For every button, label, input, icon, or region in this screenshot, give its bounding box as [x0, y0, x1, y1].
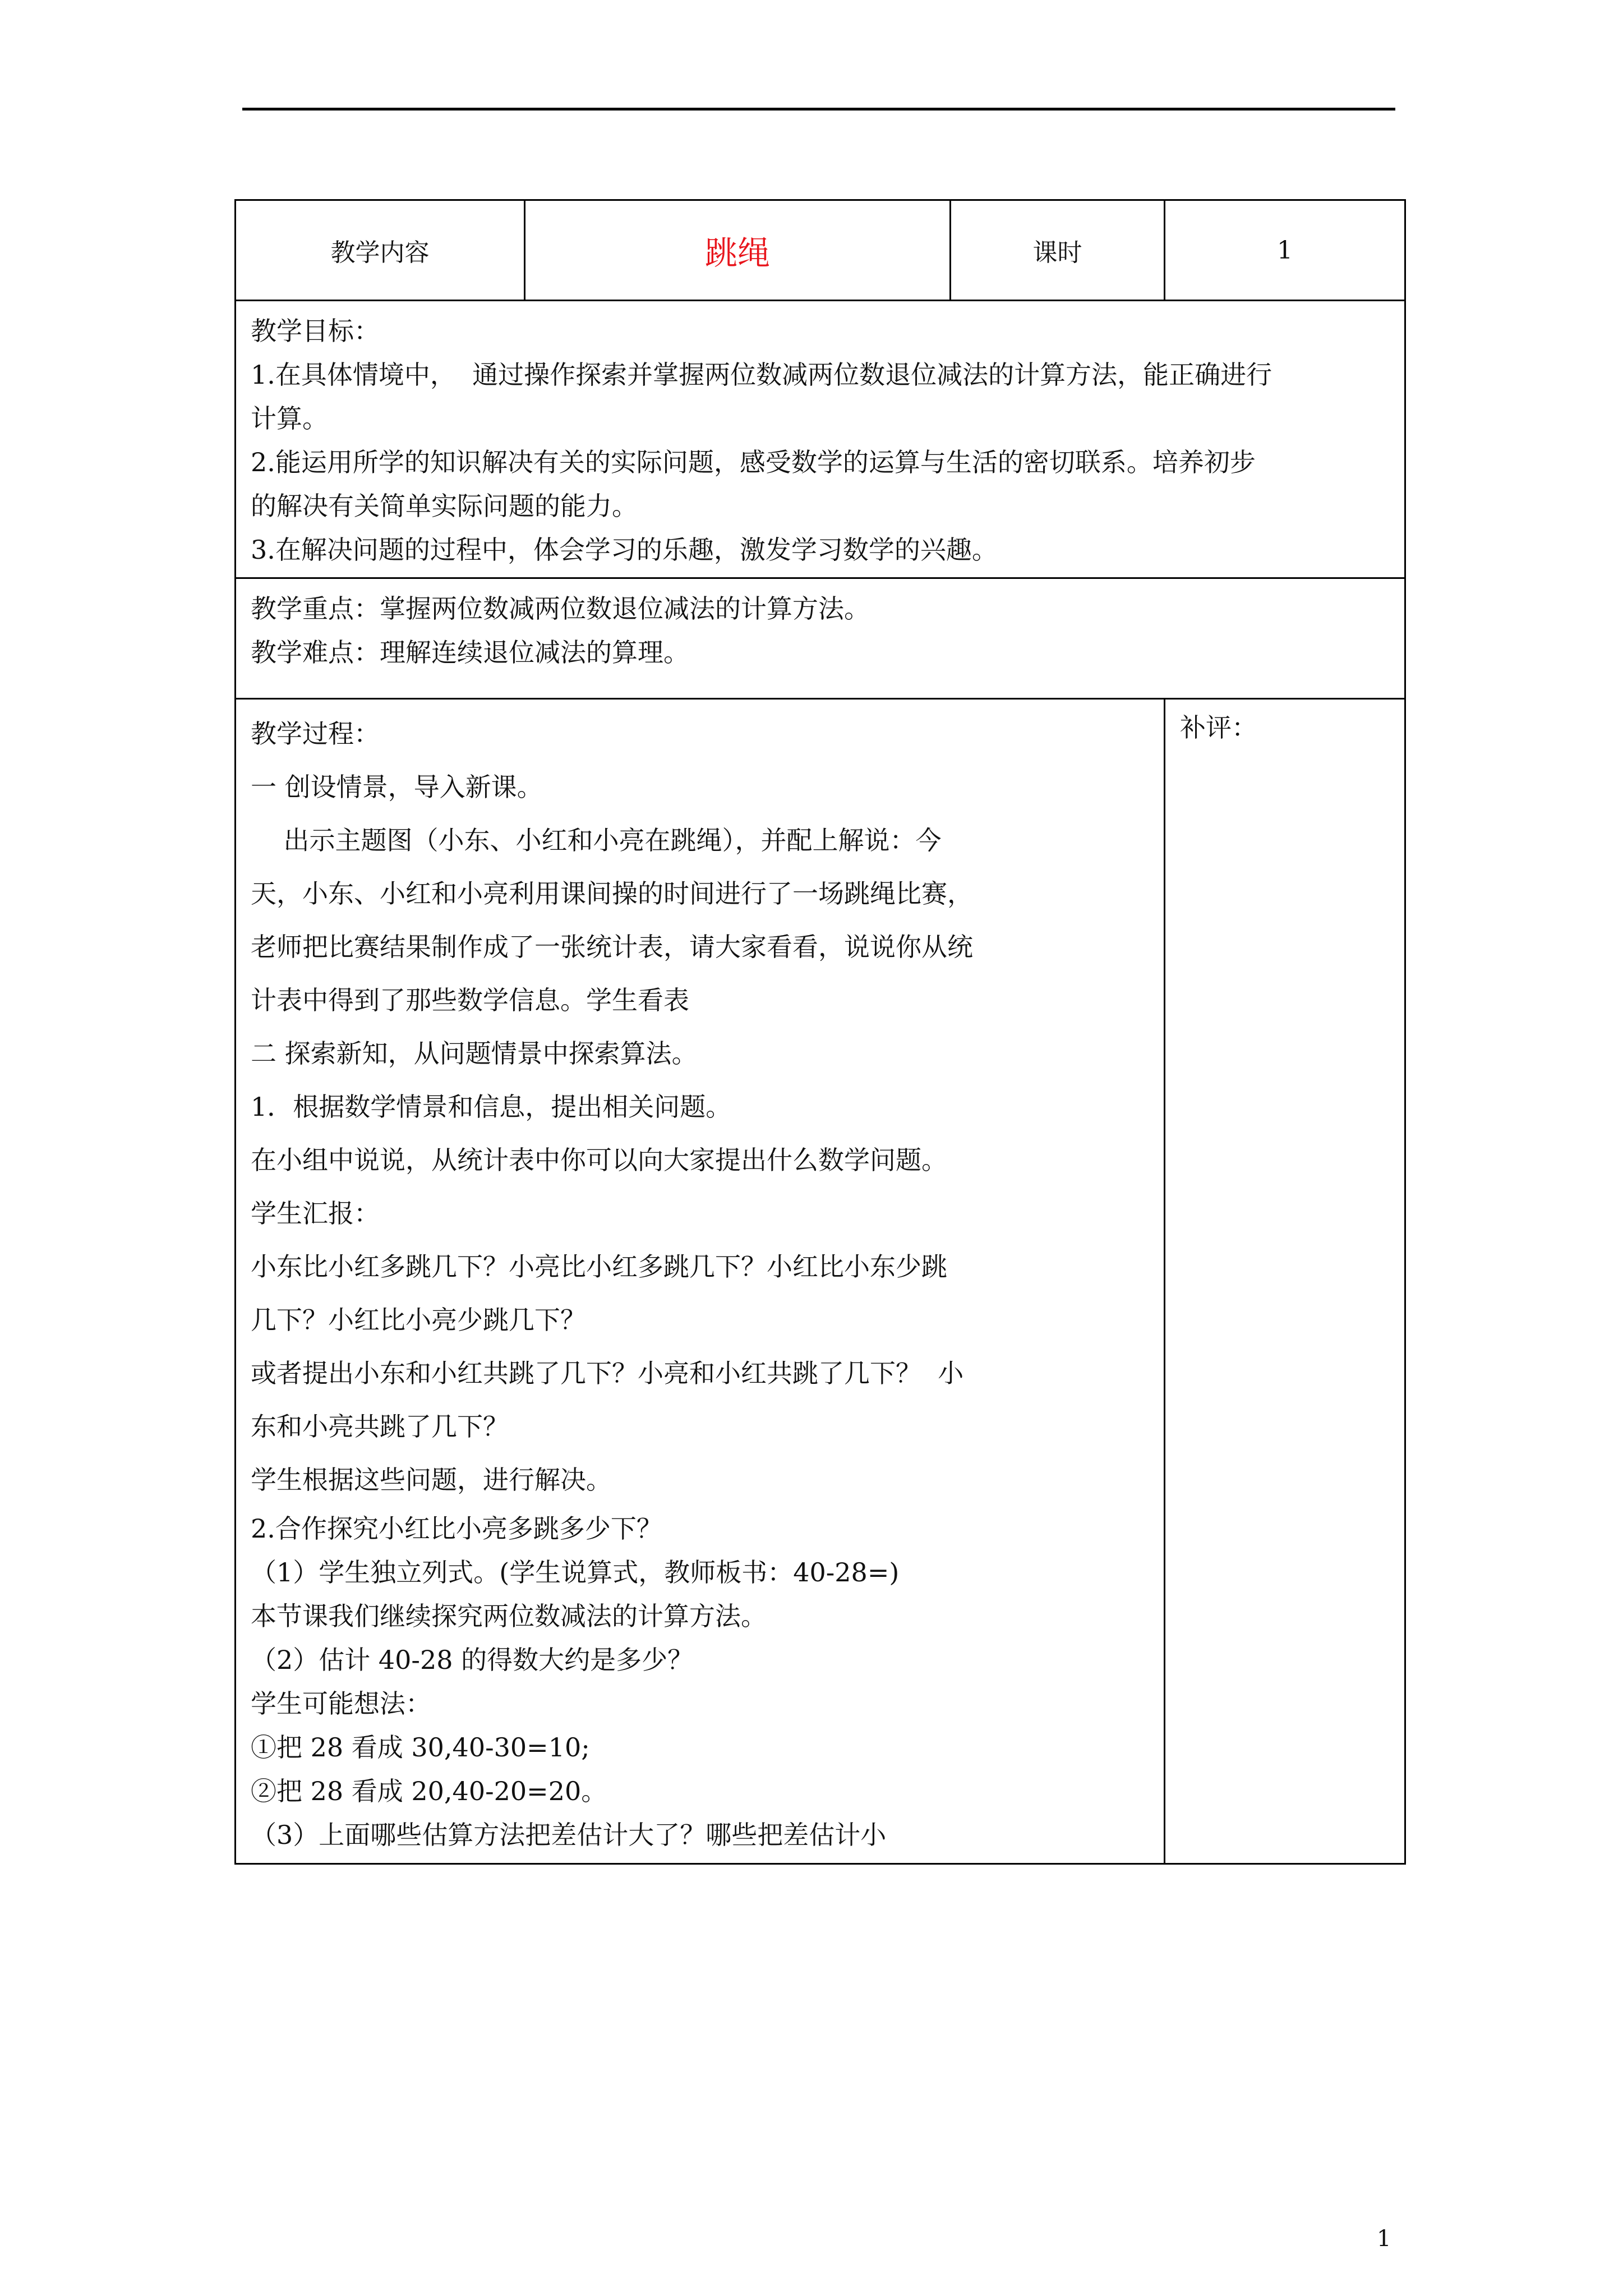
comment-label: 补评：	[1180, 712, 1258, 743]
process-line: 2.合作探究小红比小亮多跳多少下？	[251, 1513, 662, 1544]
header-rule	[242, 108, 1395, 111]
process-line: 本节课我们继续探究两位数减法的计算方法。	[251, 1601, 767, 1631]
process-line: ②把 28 看成 20,40-20=20。	[251, 1776, 607, 1806]
key-point-line: 教学难点：理解连续退位减法的算理。	[251, 637, 689, 668]
lesson-plan-table	[234, 199, 1406, 1865]
process-line: 计表中得到了那些数学信息。学生看表	[251, 985, 689, 1015]
objectives-row	[236, 301, 1405, 578]
page-number: 1	[1377, 2226, 1391, 2252]
process-line: 小东比小红多跳几下？小亮比小红多跳几下？小红比小东少跳	[251, 1251, 947, 1282]
objectives-line: 计算。	[251, 403, 328, 434]
process-line: 几下？小红比小亮少跳几下？	[251, 1305, 586, 1335]
process-line: 天，小东、小红和小亮利用课间操的时间进行了一场跳绳比赛，	[251, 878, 973, 909]
process-line: ①把 28 看成 30,40-30=10;	[251, 1732, 590, 1763]
process-line: 老师把比赛结果制作成了一张统计表，请大家看看，说说你从统	[251, 932, 973, 962]
process-line: （1）学生独立列式。(学生说算式，教师板书：40-28=)	[251, 1557, 900, 1588]
process-cell	[236, 699, 1165, 1864]
period-value: 1	[1165, 200, 1405, 301]
process-line: 1．根据数学情景和信息，提出相关问题。	[251, 1092, 732, 1122]
process-line: 东和小亮共跳了几下？	[251, 1411, 509, 1442]
key-points-cell	[236, 578, 1405, 699]
process-line: 学生根据这些问题，进行解决。	[251, 1465, 612, 1495]
process-line: （3）上面哪些估算方法把差估计大了？哪些把差估计小	[251, 1820, 887, 1850]
objectives-line: 3.在解决问题的过程中，体会学习的乐趣，激发学习数学的兴趣。	[251, 535, 998, 565]
process-line: 在小组中说说，从统计表中你可以向大家提出什么数学问题。	[251, 1145, 947, 1175]
lesson-title: 跳绳	[525, 200, 951, 301]
process-line: 或者提出小东和小红共跳了几下？小亮和小红共跳了几下？ 小	[251, 1358, 964, 1388]
process-line: 学生可能想法：	[251, 1688, 431, 1719]
header-row	[236, 200, 1405, 301]
objectives-cell	[236, 301, 1405, 578]
comment-cell	[1165, 699, 1405, 1864]
objectives-line: 教学目标：	[251, 316, 380, 346]
key-points-row	[236, 578, 1405, 699]
content-label: 教学内容	[236, 200, 525, 301]
objectives-line: 2.能运用所学的知识解决有关的实际问题，感受数学的运算与生活的密切联系。培养初步	[251, 447, 1256, 477]
key-point-line: 教学重点：掌握两位数减两位数退位减法的计算方法。	[251, 593, 870, 624]
objectives-line: 1.在具体情境中， 通过操作探索并掌握两位数减两位数退位减法的计算方法，能正确进行	[251, 360, 1272, 390]
process-row	[236, 699, 1405, 1864]
process-line: 一 创设情景，导入新课。	[251, 772, 543, 802]
period-label: 课时	[951, 200, 1165, 301]
process-line: 教学过程：	[251, 719, 380, 749]
process-line: 学生汇报：	[251, 1198, 380, 1228]
process-line: 二 探索新知，从问题情景中探索算法。	[251, 1038, 698, 1069]
process-line: （2）估计 40-28 的得数大约是多少？	[251, 1645, 694, 1675]
objectives-line: 的解决有关简单实际问题的能力。	[251, 491, 638, 521]
process-line: 出示主题图（小东、小红和小亮在跳绳），并配上解说：今	[251, 825, 942, 855]
